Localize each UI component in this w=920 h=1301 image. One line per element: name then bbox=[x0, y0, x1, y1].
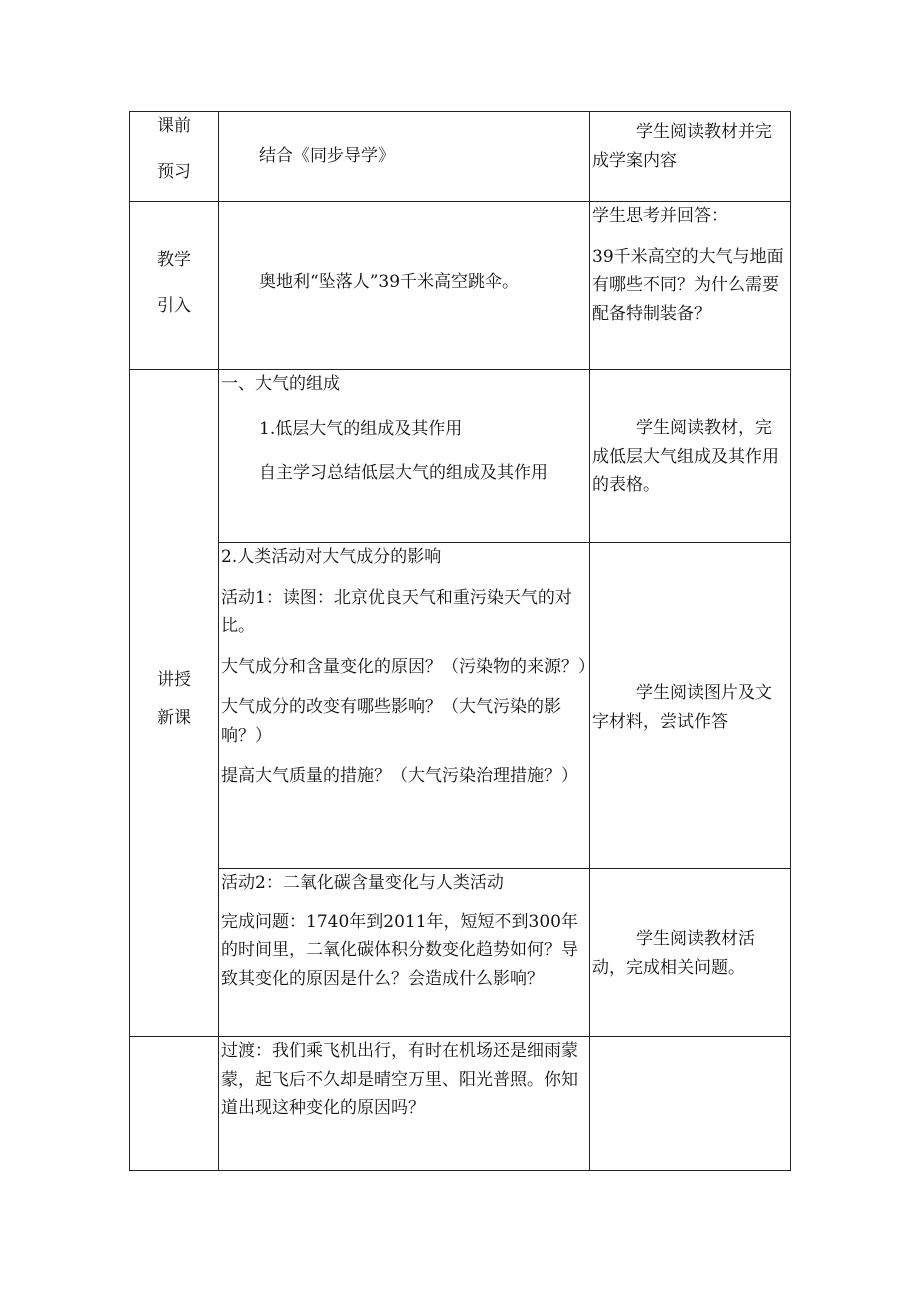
content-text: 2.人类活动对大气成分的影响 bbox=[221, 547, 442, 567]
student-text: 学生阅读图片及文字材料，尝试作答 bbox=[592, 683, 772, 732]
lesson-plan-table bbox=[129, 111, 791, 1171]
content-cell bbox=[219, 370, 590, 543]
content-text: 完成问题：1740年到2011年，短短不到300年的时间里，二氧化碳体积分数变化趋势如何？导致其变化的原因是什么？会造成什么影响？ bbox=[221, 911, 578, 989]
student-activity-cell bbox=[590, 202, 791, 370]
student-text: 39千米高空的大气与地面有哪些不同？为什么需要配备特制装备？ bbox=[592, 246, 784, 324]
table-row-lecture-part1 bbox=[130, 370, 791, 543]
row-label-cell bbox=[130, 1037, 219, 1171]
content-cell bbox=[219, 543, 595, 869]
student-text: 学生阅读教材并完成学案内容 bbox=[592, 122, 772, 171]
row-label-line: 讲授 bbox=[157, 670, 191, 690]
content-cell bbox=[219, 202, 590, 370]
content-cell bbox=[219, 869, 590, 1037]
content-text: 活动1：读图：北京优良天气和重污染天气的对比。 bbox=[221, 587, 572, 637]
row-label-line: 预习 bbox=[157, 161, 191, 182]
table-row-transition bbox=[130, 1037, 791, 1171]
content-text: 结合《同步导学》 bbox=[259, 146, 395, 166]
student-activity-cell bbox=[590, 112, 791, 202]
content-text: 自主学习总结低层大气的组成及其作用 bbox=[259, 463, 548, 484]
row-label-cell bbox=[130, 370, 219, 1037]
content-text: 提高大气质量的措施？（大气污染治理措施？） bbox=[221, 766, 578, 787]
student-text: 学生阅读教材，完成低层大气组成及其作用的表格。 bbox=[592, 418, 779, 496]
content-text: 1.低层大气的组成及其作用 bbox=[259, 418, 463, 439]
content-cell bbox=[219, 112, 590, 202]
student-activity-cell bbox=[590, 869, 791, 1037]
content-text: 活动2：二氧化碳含量变化与人类活动 bbox=[221, 873, 504, 893]
student-activity-cell bbox=[590, 1037, 791, 1171]
row-label-line: 课前 bbox=[157, 116, 191, 136]
content-text: 大气成分和含量变化的原因？（污染物的来源？） bbox=[221, 656, 595, 677]
table-row-lecture-part3 bbox=[130, 869, 791, 1037]
row-label-cell bbox=[130, 112, 219, 202]
row-label-line: 新课 bbox=[157, 707, 191, 728]
student-text: 学生阅读教材活动，完成相关问题。 bbox=[592, 929, 755, 978]
content-text: 过渡：我们乘飞机出行，有时在机场还是细雨蒙蒙，起飞后不久却是晴空万里、阳光普照。你知道出现这种变化的原因吗？ bbox=[221, 1041, 578, 1119]
content-text: 奥地利“坠落人”39千米高空跳伞。 bbox=[259, 272, 520, 292]
content-text: 大气成分的改变有哪些影响？（大气污染的影响？） bbox=[221, 697, 561, 746]
student-activity-cell bbox=[590, 543, 791, 869]
student-activity-cell bbox=[590, 370, 791, 543]
table-row-preview bbox=[130, 112, 791, 202]
section-heading: 一、大气的组成 bbox=[221, 374, 340, 394]
table-row-lecture-part2 bbox=[130, 543, 791, 869]
row-label-line: 教学 bbox=[157, 250, 191, 270]
row-label-line: 引入 bbox=[157, 295, 191, 316]
table-row-intro bbox=[130, 202, 791, 370]
content-cell bbox=[219, 1037, 590, 1171]
student-text: 学生思考并回答： bbox=[592, 206, 728, 226]
row-label-cell bbox=[130, 202, 219, 370]
